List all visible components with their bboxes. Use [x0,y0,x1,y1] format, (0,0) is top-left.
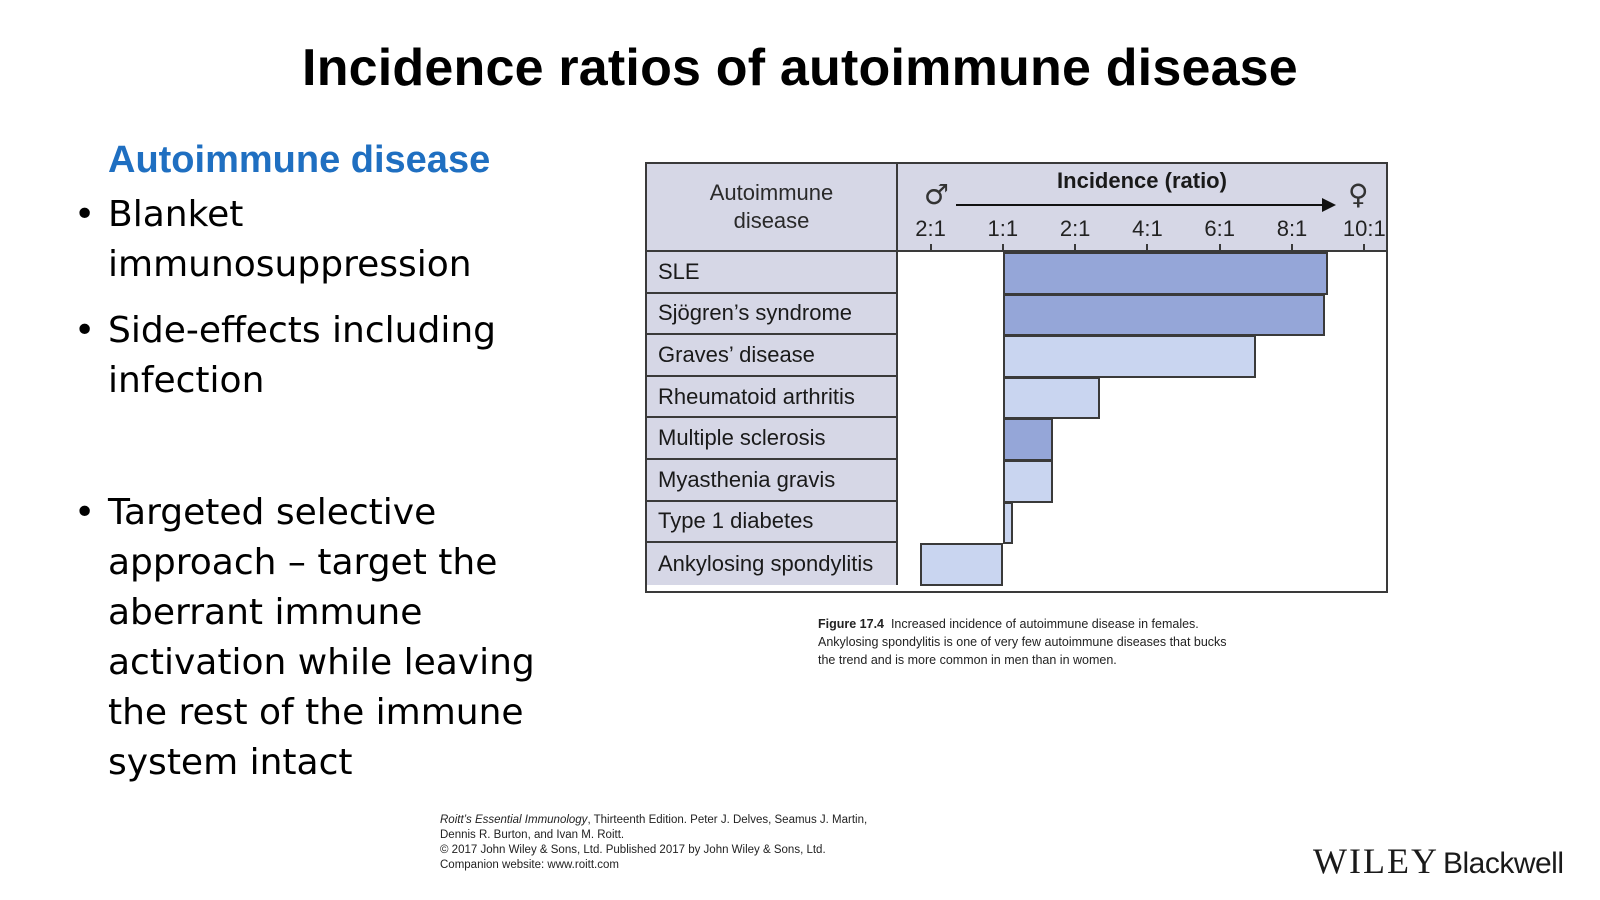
bar-plot-area [898,252,1386,591]
male-symbol-icon: ♂ [924,178,950,211]
disease-label: Ankylosing spondylitis [647,543,898,585]
axis-title: Incidence (ratio) [1057,168,1227,193]
bullet-list [74,190,574,788]
disease-label: Myasthenia gravis [647,460,898,502]
citation-line-1: , Thirteenth Edition. Peter J. Delves, Seamus J. Martin, [587,814,868,826]
disease-label: Multiple sclerosis [647,418,898,460]
bullet-item: • Side-effects including infection [74,306,574,406]
tick-label: 2:1 [915,216,946,241]
direction-arrow [956,204,1326,206]
bullet-item: • Blanket immunosuppression [74,190,574,290]
disease-label: Type 1 diabetes [647,502,898,544]
disease-column-header: Autoimmune disease [647,164,898,252]
logo-blackwell: Blackwell [1442,847,1564,880]
logo-wiley: WILEY [1313,841,1439,881]
incidence-bar [920,543,1003,586]
tick-mark [1074,244,1076,251]
bullet-item: • Targeted selective approach – target the aberrant immune activation while leaving the rest of the immune system intact [74,488,574,788]
citation [440,813,910,873]
tick-label: 6:1 [1204,216,1235,241]
citation-line-2: Dennis R. Burton, and Ivan M. Roitt. [440,829,625,841]
disease-label: Graves’ disease [647,335,898,377]
tick-mark [1002,244,1004,251]
citation-book-title: Roitt’s Essential Immunology [440,814,588,826]
tick-mark [1219,244,1221,251]
figure-caption [818,615,1238,669]
caption-text: Increased incidence of autoimmune disease in females. Ankylosing spondylitis is one of very few autoimmune diseases that bucks the trend and is more common in men than in women. [818,617,1227,667]
tick-label: 4:1 [1132,216,1163,241]
tick-label: 1:1 [987,216,1019,241]
incidence-figure [645,162,1388,593]
ratio-column-header [898,164,1386,252]
tick-mark [930,244,932,251]
incidence-bar [1003,294,1325,337]
incidence-bar [1003,502,1013,545]
tick-mark [1363,244,1365,251]
section-subheading: Autoimmune disease [108,139,491,181]
citation-line-4: Companion website: www.roitt.com [440,859,619,871]
female-symbol-icon: ♀ [1348,178,1369,211]
tick-mark [1291,244,1293,251]
caption-label: Figure 17.4 [818,617,884,631]
incidence-bar [1003,418,1054,461]
publisher-logo [1313,840,1564,882]
incidence-bar [1003,460,1054,503]
tick-mark [1146,244,1148,251]
disease-label: Rheumatoid arthritis [647,377,898,419]
tick-label: 8:1 [1276,216,1308,241]
incidence-bar [1003,377,1101,420]
incidence-bar [1003,252,1328,295]
arrow-head-icon [1322,198,1336,212]
incidence-bar [1003,335,1256,378]
disease-label: Sjögren’s syndrome [647,294,898,336]
tick-label: 2:1 [1059,216,1091,241]
citation-line-3: © 2017 John Wiley & Sons, Ltd. Published 2017 by John Wiley & Sons, Ltd. [440,844,826,856]
disease-label: SLE [647,252,898,294]
page-title: Incidence ratios of autoimmune disease [302,39,1298,97]
tick-label: 10:1 [1342,216,1386,241]
